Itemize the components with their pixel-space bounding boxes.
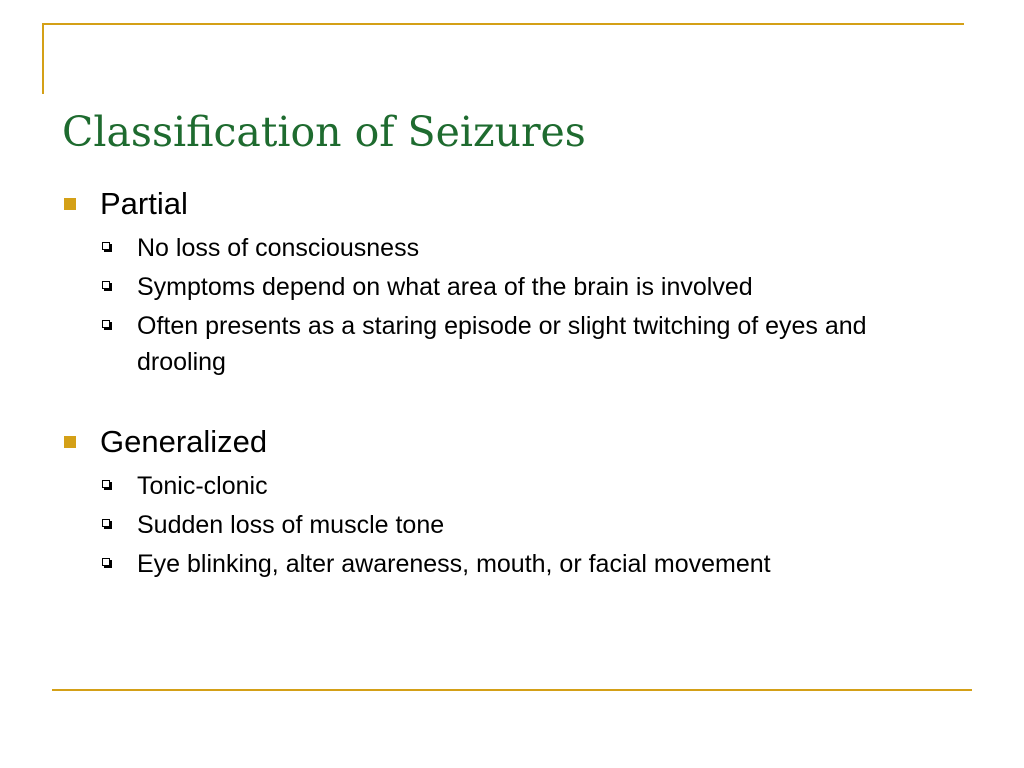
bullet-item-partial xyxy=(60,182,960,226)
frame-left-line xyxy=(42,23,44,94)
slide-title: Classification of Seizures xyxy=(62,108,586,156)
bullet-item-generalized xyxy=(60,420,960,464)
frame-top-line xyxy=(42,23,964,25)
square-bullet-icon xyxy=(64,436,76,448)
bullet-heading: Generalized xyxy=(100,424,268,459)
sub-bullet-text: Symptoms depend on what area of the brain is involved xyxy=(137,273,753,301)
hollow-square-bullet-icon xyxy=(102,519,110,527)
hollow-square-bullet-icon xyxy=(102,320,110,328)
frame-bottom-line xyxy=(52,689,972,691)
sub-bullet-text: Tonic-clonic xyxy=(137,472,268,500)
square-bullet-icon xyxy=(64,198,76,210)
bullet-list xyxy=(60,182,960,582)
hollow-square-bullet-icon xyxy=(102,558,110,566)
sub-bullet-text: Eye blinking, alter awareness, mouth, or facial movement xyxy=(137,550,771,578)
sub-bullet-text: No loss of consciousness xyxy=(137,234,420,262)
sub-bullet-list xyxy=(60,468,960,582)
sub-bullet-item xyxy=(60,308,927,380)
bullet-heading: Partial xyxy=(100,186,188,221)
sub-bullet-item xyxy=(60,507,927,543)
sub-bullet-item xyxy=(60,269,927,305)
sub-bullet-text: Often presents as a staring episode or slight twitching of eyes and drooling xyxy=(137,312,867,376)
hollow-square-bullet-icon xyxy=(102,480,110,488)
section-partial xyxy=(60,182,960,380)
sub-bullet-item xyxy=(60,468,927,504)
sub-bullet-item xyxy=(60,230,927,266)
sub-bullet-list xyxy=(60,230,960,380)
hollow-square-bullet-icon xyxy=(102,281,110,289)
sub-bullet-item xyxy=(60,546,927,582)
sub-bullet-text: Sudden loss of muscle tone xyxy=(137,511,445,539)
section-generalized xyxy=(60,420,960,582)
hollow-square-bullet-icon xyxy=(102,242,110,250)
